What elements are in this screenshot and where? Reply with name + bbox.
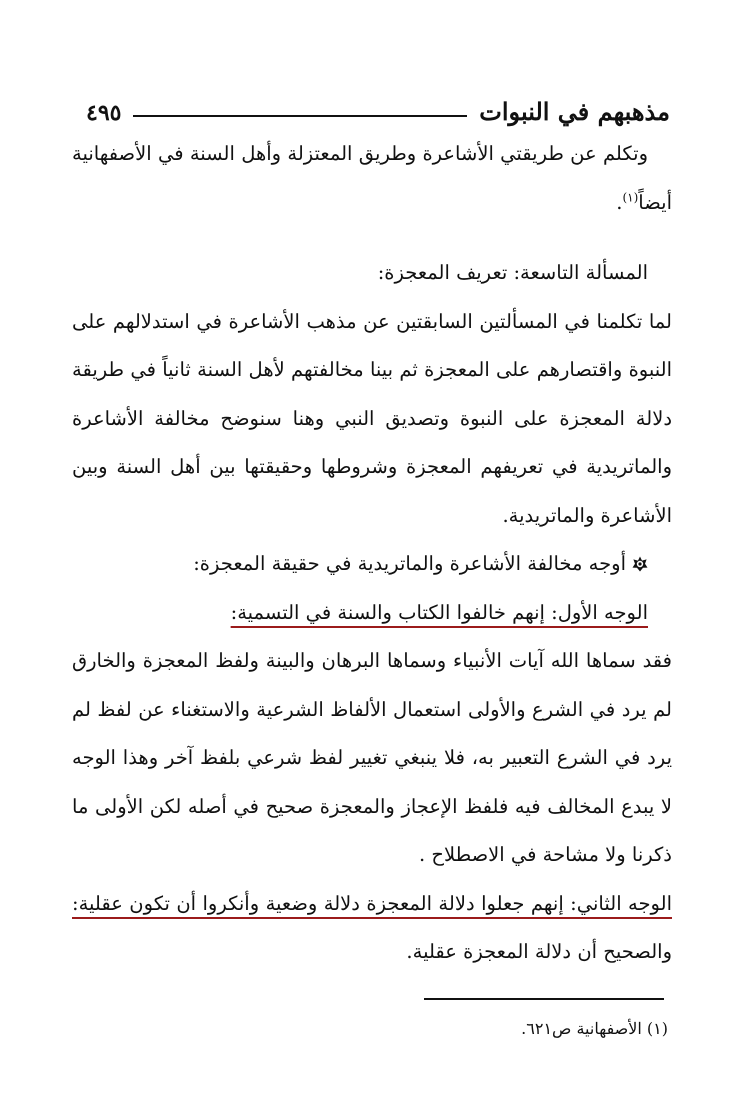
header-title: مذهبهم في النبوات [479,97,670,126]
footnote-reference: (١) [622,190,639,204]
subsection-heading [72,540,672,589]
footnote: (١) الأصفهانية ص٦٢١. [521,1019,668,1038]
page-body [72,130,672,977]
aspect-one-text: فقد سماها الله آيات الأنبياء وسماها البرهان والبينة ولفظ المعجزة والخارق لم يرد في الشرع والأولى استعمال الألفاظ الشرعية والاستغناء عن لفظ لم يرد في الشرع التعبير به، فلا ينبغي تغيير لفظ شرعي بلفظ آخر وهذا الوجه لا يبدع المخالف فيه فلفظ الإعجاز والمعجزة صحيح في أصله لكن الأولى ما ذكرنا ولا مشاحة في الاصطلاح . [72,649,672,866]
header-rule [133,115,467,117]
paragraph-continuation [72,130,672,227]
spacer [72,227,672,249]
running-header [86,86,670,126]
subsection-heading-text: أوجه مخالفة الأشاعرة والماتريدية في حقيقة المعجزة: [193,552,626,575]
section-heading: المسألة التاسعة: تعريف المعجزة: [377,261,648,284]
aspect-two-text: والصحيح أن دلالة المعجزة عقلية. [406,940,672,963]
paragraph-period: . [616,190,623,214]
paragraph-text: وتكلم عن طريقتي الأشاعرة وطريق المعتزلة وأهل السنة في الأصفهانية [72,142,648,165]
aspect-one-title: الوجه الأول: إنهم خالفوا الكتاب والسنة في التسمية: [230,600,648,624]
footnote-separator [424,998,664,1000]
aspect-two-paragraph [72,880,672,977]
paragraph-intro: لما تكلمنا في المسألتين السابقتين عن مذهب الأشاعرة في استدلالهم على النبوة واقتصارهم على المعجزة ثم بينا مخالفتهم لأهل السنة ثانياً في طريقة دلالة المعجزة على النبوة وتصديق النبي وهنا سنوضح مخالفة الأشاعرة والماتريدية في تعريفهم المعجزة وشروطها وحقيقتها بين أهل السنة وبين الأشاعرة والماتريدية. [72,309,672,527]
page-number: ٤٩٥ [86,100,122,126]
aspect-one-heading [72,589,672,638]
paragraph-text-end: أيضاً [638,190,672,214]
aspect-two-title: الوجه الثاني: إنهم جعلوا دلالة المعجزة دلالة وضعية وأنكروا أن تكون عقلية: [72,891,672,915]
star-rosette-icon [632,556,648,572]
